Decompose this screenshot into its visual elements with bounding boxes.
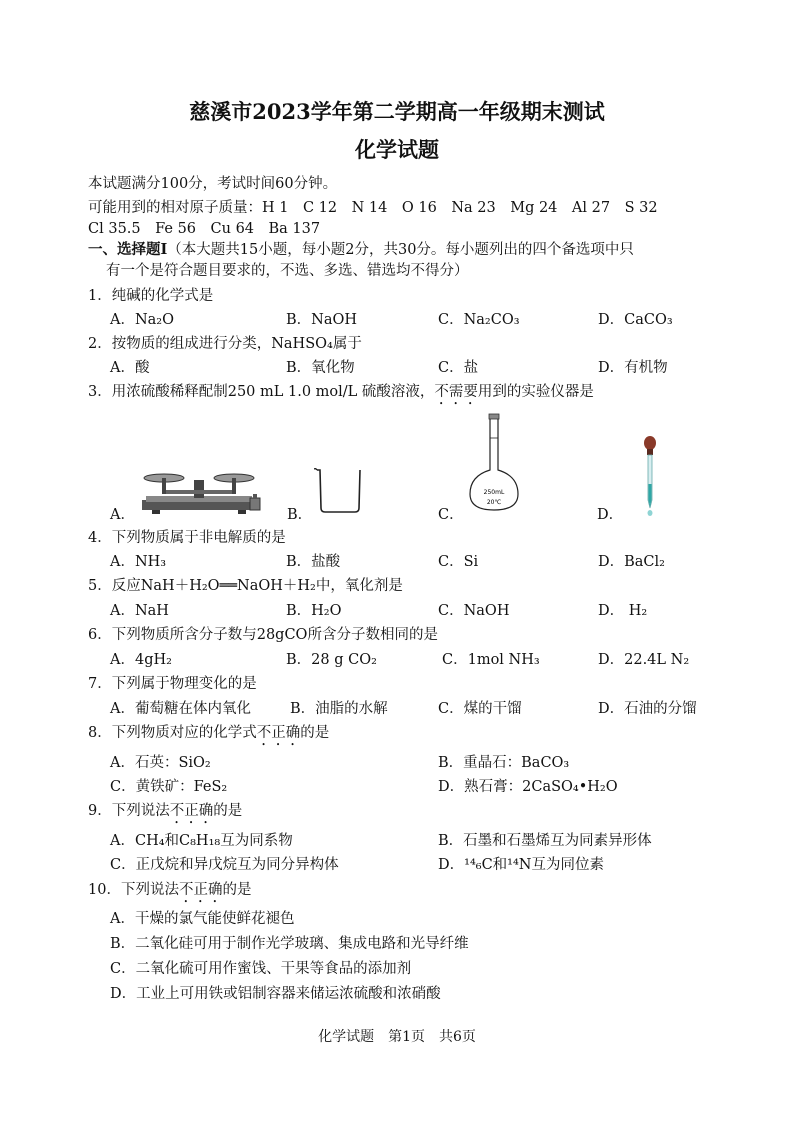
question-3-stem (88, 382, 594, 408)
q8-option-d: D．熟石膏：2CaSO₄•H₂O (438, 779, 618, 795)
question-5-options (110, 601, 730, 621)
q4-option-c: C．Si (438, 554, 479, 570)
question-8-options-row2 (110, 777, 730, 797)
question-4-options (110, 552, 730, 572)
beaker-image (314, 468, 366, 514)
question-7-options (110, 699, 730, 719)
q9-stem-emphasis: 不正确 (169, 803, 214, 819)
q10-option-b: B．二氧化硅可用于制作光学玻璃、集成电路和光导纤维 (110, 936, 469, 952)
q2-option-c: C．盐 (438, 360, 479, 376)
question-10-stem (88, 880, 251, 906)
q8-option-c: C．黄铁矿：FeS₂ (110, 779, 228, 795)
q3-stem-part1: 3．用浓硫酸稀释配制250 mL 1.0 mol/L 硫酸溶液， (88, 384, 435, 400)
q9-option-a: A．CH₄和C₈H₁₈互为同系物 (110, 833, 293, 849)
q8-option-a: A．石英：SiO₂ (110, 755, 211, 771)
question-9-stem (88, 801, 242, 827)
section-desc-2: 有一个是符合题目要求的，不选、多选、错选均不得分） (106, 263, 469, 279)
volumetric-flask-image (466, 412, 524, 514)
question-1-stem: 1．纯碱的化学式是 (88, 288, 214, 304)
q9-option-c: C．正戊烷和异戊烷互为同分异构体 (110, 857, 339, 873)
q3-option-c: C． (438, 507, 464, 523)
question-8-options-row1 (110, 753, 730, 773)
page-footer: 化学试题 第1页 共6页 (318, 1029, 476, 1045)
q3-option-a: A． (110, 507, 135, 523)
intro-line-atomic-mass-2: Cl 35.5 Fe 56 Cu 64 Ba 137 (88, 221, 321, 237)
q3-option-d: D． (597, 507, 624, 523)
q8-option-b: B．重晶石：BaCO₃ (438, 755, 570, 771)
q3-stem-part2: 用到的实验仪器是 (477, 384, 594, 400)
q4-option-d: D．BaCl₂ (598, 554, 665, 570)
q5-option-a: A．NaH (110, 603, 169, 619)
q4-option-a: A．NH₃ (110, 554, 167, 570)
flask-label-temperature: 20℃ (486, 499, 502, 506)
q6-option-c: C．1mol NH₃ (442, 652, 540, 668)
q9-option-d: D．¹⁴₆C和¹⁴N互为同位素 (438, 857, 604, 873)
q7-option-b: B．油脂的水解 (290, 701, 388, 717)
intro-line-atomic-mass: 可能用到的相对原子质量：H 1 C 12 N 14 O 16 Na 23 Mg 24 Al 27 S 32 (88, 200, 658, 216)
flask-label-volume: 250mL (483, 489, 505, 496)
balance-scale-image (138, 466, 278, 518)
q8-stem-emphasis: 不正确 (256, 725, 301, 741)
question-9-options-row2 (110, 855, 730, 875)
q10-option-d: D．工业上可用铁或铝制容器来储运浓硫酸和浓硝酸 (110, 986, 441, 1002)
q3-stem-emphasis: 不需要 (434, 384, 478, 400)
question-6-options (110, 650, 730, 670)
q1-option-d: D．CaCO₃ (598, 312, 673, 328)
q6-option-d: D．22.4L N₂ (598, 652, 690, 668)
q2-option-a: A．酸 (110, 360, 150, 376)
question-9-options-row1 (110, 831, 730, 851)
exam-title: 慈溪市2023学年第二学期高一年级期末测试 (189, 99, 605, 124)
q10-stem-part1: 10．下列说法 (88, 882, 179, 898)
q7-option-d: D．石油的分馏 (598, 701, 697, 717)
exam-subtitle: 化学试题 (355, 137, 439, 162)
q1-option-a: A．Na₂O (110, 312, 175, 328)
dropper-image (640, 434, 660, 518)
question-8-stem (88, 723, 329, 749)
q9-option-b: B．石墨和石墨烯互为同素异形体 (438, 833, 652, 849)
q5-option-c: C．NaOH (438, 603, 510, 619)
section-title: 一、选择题Ⅰ (88, 241, 168, 258)
q5-option-d: D． H₂ (598, 603, 648, 619)
q2-option-b: B．氧化物 (286, 360, 355, 376)
q10-option-c: C．二氧化硫可用作蜜饯、干果等食品的添加剂 (110, 961, 412, 977)
q3-option-b: B． (287, 507, 313, 523)
question-7-stem: 7．下列属于物理变化的是 (88, 676, 257, 692)
q5-option-b: B．H₂O (286, 603, 342, 619)
q8-stem-part2: 的是 (300, 725, 330, 741)
q10-option-a: A．干燥的氯气能使鲜花褪色 (110, 911, 295, 927)
q7-option-a: A．葡萄糖在体内氧化 (110, 701, 251, 717)
question-2-options (110, 358, 730, 378)
q4-option-b: B．盐酸 (286, 554, 341, 570)
question-2-stem: 2．按物质的组成进行分类，NaHSO₄属于 (88, 336, 362, 352)
question-6-stem: 6．下列物质所含分子数与28gCO所含分子数相同的是 (88, 627, 438, 643)
q6-option-a: A．4gH₂ (110, 652, 172, 668)
q6-option-b: B．28 g CO₂ (286, 652, 377, 668)
section-heading (88, 240, 634, 260)
q1-option-c: C．Na₂CO₃ (438, 312, 520, 328)
q1-option-b: B．NaOH (286, 312, 358, 328)
q2-option-d: D．有机物 (598, 360, 668, 376)
question-4-stem: 4．下列物质属于非电解质的是 (88, 530, 286, 546)
question-1-options (110, 310, 730, 330)
q9-stem-part1: 9．下列说法 (88, 803, 170, 819)
q9-stem-part2: 的是 (213, 803, 243, 819)
question-5-stem: 5．反应NaH＋H₂O══NaOH＋H₂中，氧化剂是 (88, 578, 403, 594)
q8-stem-part1: 8．下列物质对应的化学式 (88, 725, 257, 741)
q7-option-c: C．煤的干馏 (438, 701, 522, 717)
q10-stem-part2: 的是 (222, 882, 252, 898)
q10-stem-emphasis: 不正确 (178, 882, 223, 898)
intro-line-score: 本试题满分100分，考试时间60分钟。 (88, 176, 338, 192)
section-desc: （本大题共15小题，每小题2分，共30分。每小题列出的四个备选项中只 (167, 242, 634, 258)
